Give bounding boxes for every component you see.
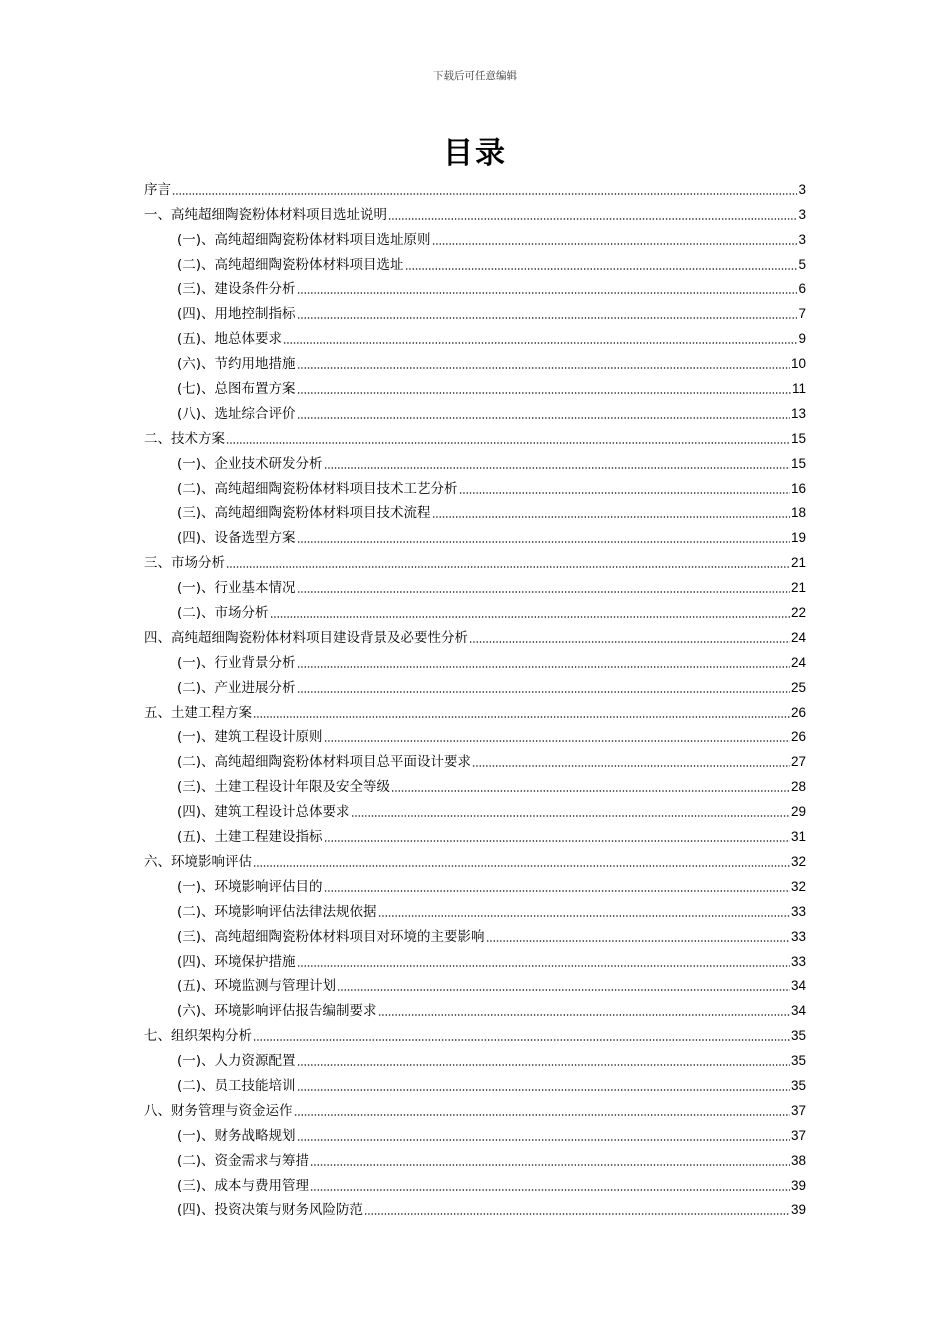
toc-dot-leader (226, 442, 790, 444)
toc-dot-leader (324, 467, 790, 469)
toc-dot-leader (297, 541, 790, 543)
toc-section-entry[interactable] (144, 647, 806, 672)
toc-entry-label: 序言 (144, 181, 171, 198)
toc-dot-leader (253, 865, 790, 867)
toc-dot-leader (297, 965, 790, 967)
toc-entry-page-number: 19 (790, 530, 806, 546)
toc-dot-leader (459, 492, 790, 494)
toc-dot-leader (297, 367, 790, 369)
toc-entry-page-number: 3 (798, 181, 806, 197)
toc-chapter-entry[interactable] (144, 697, 806, 722)
toc-chapter-entry[interactable] (144, 547, 806, 572)
toc-entry-label: (二)、员工技能培训 (177, 1077, 296, 1094)
toc-entry-page-number: 18 (790, 505, 806, 521)
toc-entry-label: (三)、成本与费用管理 (177, 1177, 310, 1194)
toc-dot-leader (432, 243, 798, 245)
toc-dot-leader (297, 292, 798, 294)
toc-dot-leader (337, 989, 790, 991)
toc-entry-page-number: 33 (790, 903, 806, 919)
toc-entry-label: (三)、建设条件分析 (177, 281, 296, 298)
toc-entry-label: (四)、建筑工程设计总体要求 (177, 804, 350, 821)
toc-dot-leader (486, 940, 790, 942)
toc-section-entry[interactable] (144, 224, 806, 249)
toc-entry-label: (二)、高纯超细陶瓷粉体材料项目选址 (177, 256, 404, 273)
toc-entry-page-number: 33 (790, 953, 806, 969)
toc-section-entry[interactable] (144, 821, 806, 846)
toc-entry-page-number: 28 (790, 779, 806, 795)
toc-section-entry[interactable] (144, 398, 806, 423)
toc-entry-page-number: 38 (790, 1152, 806, 1168)
toc-dot-leader (297, 1089, 790, 1091)
toc-entry-page-number: 3 (798, 206, 806, 222)
toc-entry-label: 五、土建工程方案 (144, 704, 252, 721)
toc-entry-label: (四)、用地控制指标 (177, 306, 296, 323)
toc-dot-leader (405, 268, 798, 270)
toc-dot-leader (351, 815, 790, 817)
toc-entry-page-number: 16 (790, 480, 806, 496)
toc-title: 目录 (443, 136, 507, 171)
toc-entry-label: (六)、节约用地措施 (177, 356, 296, 373)
toc-entry-label: (一)、行业基本情况 (177, 580, 296, 597)
toc-entry-label: (四)、环境保护措施 (177, 953, 296, 970)
toc-entry-label: (三)、高纯超细陶瓷粉体材料项目技术流程 (177, 505, 431, 522)
toc-entry-label: (二)、资金需求与筹措 (177, 1152, 310, 1169)
toc-chapter-entry[interactable] (144, 1020, 806, 1045)
toc-dot-leader (172, 193, 797, 195)
toc-chapter-entry[interactable] (144, 846, 806, 871)
toc-chapter-entry[interactable] (144, 1095, 806, 1120)
toc-entry-page-number: 6 (798, 281, 806, 297)
toc-dot-leader (297, 417, 790, 419)
toc-section-entry[interactable] (144, 274, 806, 299)
toc-entry-page-number: 15 (790, 430, 806, 446)
toc-entry-page-number: 15 (790, 455, 806, 471)
toc-entry-label: 三、市场分析 (144, 555, 225, 572)
toc-entry-page-number: 9 (798, 331, 806, 347)
toc-entry-label: (一)、环境影响评估目的 (177, 878, 323, 895)
toc-entry-page-number: 32 (790, 853, 806, 869)
toc-entry-label: 一、高纯超细陶瓷粉体材料项目选址说明 (144, 206, 387, 223)
toc-section-entry[interactable] (144, 1045, 806, 1070)
toc-entry-label: (三)、高纯超细陶瓷粉体材料项目对环境的主要影响 (177, 928, 485, 945)
toc-dot-leader (297, 1139, 790, 1141)
toc-entry-page-number: 5 (798, 256, 806, 272)
toc-entry-page-number: 39 (790, 1177, 806, 1193)
toc-entry-page-number: 29 (790, 804, 806, 820)
toc-entry-label: (八)、选址综合评价 (177, 405, 296, 422)
toc-dot-leader (297, 317, 798, 319)
toc-section-entry[interactable] (144, 995, 806, 1020)
toc-section-entry[interactable] (144, 1170, 806, 1195)
toc-section-entry[interactable] (144, 572, 806, 597)
toc-dot-leader (283, 342, 797, 344)
toc-dot-leader (324, 890, 790, 892)
toc-dot-leader (310, 1189, 790, 1191)
toc-section-entry[interactable] (144, 298, 806, 323)
toc-dot-leader (310, 1164, 790, 1166)
toc-section-entry[interactable] (144, 597, 806, 622)
toc-entry-page-number: 25 (790, 679, 806, 695)
toc-entry-page-number: 37 (790, 1102, 806, 1118)
toc-entry-label: (五)、地总体要求 (177, 331, 283, 348)
toc-section-entry[interactable] (144, 498, 806, 523)
toc-section-entry[interactable] (144, 771, 806, 796)
toc-dot-leader (253, 716, 790, 718)
toc-entry-label: (五)、土建工程建设指标 (177, 829, 323, 846)
toc-entry-label: 二、技术方案 (144, 430, 225, 447)
toc-entry-page-number: 27 (790, 754, 806, 770)
toc-section-entry[interactable] (144, 473, 806, 498)
toc-dot-leader (432, 516, 790, 518)
toc-chapter-entry[interactable] (144, 423, 806, 448)
toc-entry-page-number: 7 (798, 306, 806, 322)
toc-entry-page-number: 33 (790, 928, 806, 944)
toc-entry-label: (一)、行业背景分析 (177, 654, 296, 671)
toc-dot-leader (297, 666, 790, 668)
toc-entry-page-number: 35 (790, 1028, 806, 1044)
toc-entry-label: (三)、土建工程设计年限及安全等级 (177, 779, 391, 796)
toc-dot-leader (472, 765, 790, 767)
toc-entry-label: (七)、总图布置方案 (177, 381, 296, 398)
toc-section-entry[interactable] (144, 1070, 806, 1095)
toc-section-entry[interactable] (144, 896, 806, 921)
toc-dot-leader (324, 840, 790, 842)
toc-entry-page-number: 37 (790, 1127, 806, 1143)
toc-dot-leader (297, 1064, 790, 1066)
toc-entry-page-number: 39 (790, 1202, 806, 1218)
toc-entry-label: (一)、建筑工程设计原则 (177, 729, 323, 746)
toc-dot-leader (297, 691, 790, 693)
toc-entry-page-number: 35 (790, 1053, 806, 1069)
toc-entry-page-number: 13 (790, 405, 806, 421)
toc-dot-leader (378, 1014, 790, 1016)
toc-entry-page-number: 31 (790, 829, 806, 845)
toc-dot-leader (364, 1213, 790, 1215)
toc-entry-page-number: 34 (790, 978, 806, 994)
toc-dot-leader (378, 915, 790, 917)
toc-entry-label: (四)、投资决策与财务风险防范 (177, 1202, 364, 1219)
toc-chapter-entry[interactable] (144, 622, 806, 647)
toc-entry-label: (一)、企业技术研发分析 (177, 455, 323, 472)
toc-dot-leader (388, 218, 797, 220)
toc-entry-label: (二)、产业进展分析 (177, 679, 296, 696)
toc-section-entry[interactable] (144, 746, 806, 771)
toc-section-entry[interactable] (144, 522, 806, 547)
toc-entry-label: (四)、设备选型方案 (177, 530, 296, 547)
toc-entry-label: 四、高纯超细陶瓷粉体材料项目建设背景及必要性分析 (144, 629, 468, 646)
toc-entry-label: (二)、环境影响评估法律法规依据 (177, 903, 377, 920)
toc-section-entry[interactable] (144, 971, 806, 996)
toc-entry-label: (五)、环境监测与管理计划 (177, 978, 337, 995)
toc-dot-leader (297, 591, 790, 593)
toc-entry-label: (二)、高纯超细陶瓷粉体材料项目技术工艺分析 (177, 480, 458, 497)
toc-section-entry[interactable] (144, 348, 806, 373)
toc-entry-page-number: 32 (790, 878, 806, 894)
toc-entry-page-number: 26 (790, 729, 806, 745)
toc-dot-leader (294, 1114, 790, 1116)
toc-dot-leader (297, 392, 791, 394)
toc-entry-label: (一)、人力资源配置 (177, 1053, 296, 1070)
toc-dot-leader (324, 740, 790, 742)
toc-entry-label: (一)、高纯超细陶瓷粉体材料项目选址原则 (177, 231, 431, 248)
toc-entry-label: (六)、环境影响评估报告编制要求 (177, 1003, 377, 1020)
toc-entry-page-number: 10 (790, 356, 806, 372)
toc-section-entry[interactable] (144, 921, 806, 946)
toc-entry-page-number: 34 (790, 1003, 806, 1019)
toc-entry-label: 六、环境影响评估 (144, 853, 252, 870)
table-of-contents (144, 174, 806, 1219)
toc-entry-label: (二)、市场分析 (177, 605, 269, 622)
toc-chapter-entry[interactable] (144, 174, 806, 199)
toc-section-entry[interactable] (144, 323, 806, 348)
toc-section-entry[interactable] (144, 1195, 806, 1220)
toc-section-entry[interactable] (144, 1145, 806, 1170)
toc-entry-page-number: 21 (790, 580, 806, 596)
header-note: 下载后可任意编辑 (433, 70, 517, 82)
toc-dot-leader (226, 566, 790, 568)
toc-section-entry[interactable] (144, 722, 806, 747)
toc-section-entry[interactable] (144, 373, 806, 398)
toc-section-entry[interactable] (144, 672, 806, 697)
toc-entry-page-number: 3 (798, 231, 806, 247)
toc-entry-page-number: 22 (790, 605, 806, 621)
toc-dot-leader (469, 641, 790, 643)
toc-entry-page-number: 35 (790, 1077, 806, 1093)
toc-chapter-entry[interactable] (144, 199, 806, 224)
toc-section-entry[interactable] (144, 871, 806, 896)
toc-entry-label: (二)、高纯超细陶瓷粉体材料项目总平面设计要求 (177, 754, 472, 771)
toc-section-entry[interactable] (144, 448, 806, 473)
toc-entry-label: 八、财务管理与资金运作 (144, 1102, 293, 1119)
toc-entry-page-number: 24 (790, 654, 806, 670)
toc-entry-page-number: 11 (791, 381, 806, 397)
toc-entry-page-number: 26 (790, 704, 806, 720)
toc-entry-label: (一)、财务战略规划 (177, 1127, 296, 1144)
toc-dot-leader (391, 790, 790, 792)
toc-section-entry[interactable] (144, 796, 806, 821)
toc-section-entry[interactable] (144, 1120, 806, 1145)
toc-dot-leader (270, 616, 790, 618)
toc-dot-leader (253, 1039, 790, 1041)
toc-section-entry[interactable] (144, 249, 806, 274)
toc-entry-page-number: 21 (790, 555, 806, 571)
toc-entry-label: 七、组织架构分析 (144, 1028, 252, 1045)
toc-entry-page-number: 24 (790, 629, 806, 645)
toc-section-entry[interactable] (144, 946, 806, 971)
